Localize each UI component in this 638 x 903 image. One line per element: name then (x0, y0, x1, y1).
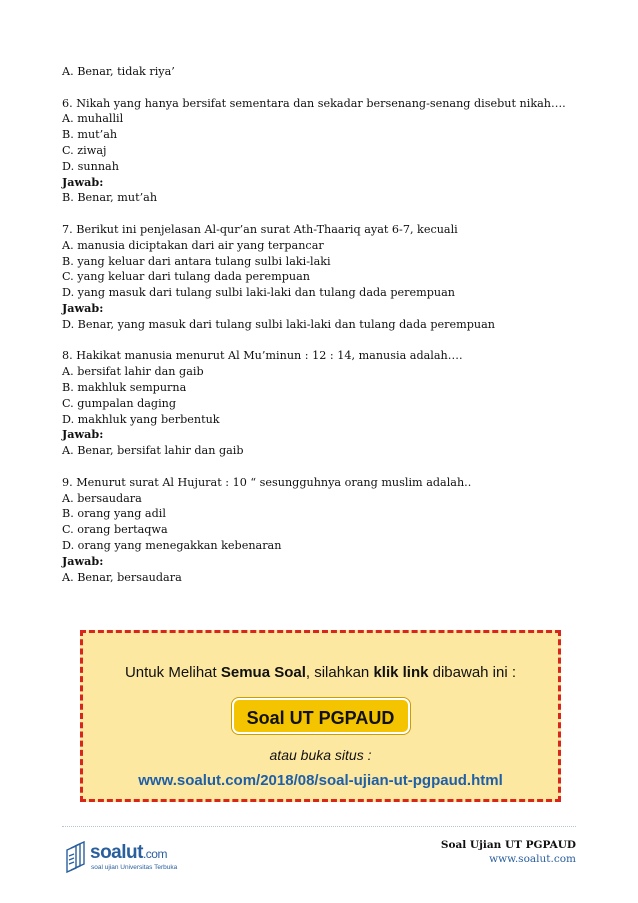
logo-tagline: soal ujian Universitas Terbuka (91, 864, 178, 871)
question-block (62, 222, 602, 333)
footer-info (441, 839, 576, 865)
document-body (62, 64, 602, 585)
option-a: A. bersaudara (62, 491, 142, 505)
question-text: 7. Berikut ini penjelasan Al-qur’an surat Ath-Thaariq ayat 6-7, kecuali (62, 222, 458, 236)
question-text: 9. Menurut surat Al Hujurat : 10 “ sesungguhnya orang muslim adalah.. (62, 475, 472, 489)
answer-text: D. Benar, yang masuk dari tulang sulbi laki-laki dan tulang dada perempuan (62, 317, 495, 331)
option-d: D. makhluk yang berbentuk (62, 412, 220, 426)
option-d: D. yang masuk dari tulang sulbi laki-laki dan tulang dada perempuan (62, 286, 455, 300)
previous-answer-line: A. Benar, tidak riya’ (62, 65, 175, 78)
footer-title: Soal Ujian UT PGPAUD (440, 839, 576, 851)
answer-text: A. Benar, bersifat lahir dan gaib (62, 444, 244, 458)
footer-url-link[interactable]: www.soalut.com (489, 853, 576, 865)
answer-text: A. Benar, bersaudara (62, 570, 182, 584)
option-a: A. manusia diciptakan dari air yang terpancar (62, 238, 324, 252)
promo-instruction: Untuk Melihat Semua Soal, silahkan klik link dibawah ini : (124, 664, 517, 681)
answer-label: Jawab: (62, 553, 104, 568)
answer-label: Jawab: (62, 300, 104, 315)
option-c: C. ziwaj (62, 143, 107, 157)
footer-divider (62, 826, 576, 827)
option-b: B. orang yang adil (62, 507, 166, 521)
option-d: D. sunnah (62, 159, 119, 173)
answer-label: Jawab: (62, 427, 104, 442)
book-stack-icon (64, 840, 90, 874)
question-text: 8. Hakikat manusia menurut Al Mu’minun : 12 : 14, manusia adalah…. (62, 349, 463, 363)
question-text: 6. Nikah yang hanya bersifat sementara dan sekadar bersenang-senang disebut nikah…. (62, 96, 566, 110)
option-c: C. gumpalan daging (62, 396, 177, 410)
question-block (62, 348, 602, 459)
question-block (62, 475, 602, 586)
option-a: A. muhallil (62, 112, 124, 126)
option-d: D. orang yang menegakkan kebenaran (62, 538, 282, 552)
promo-alt-text: atau buka situs : (269, 747, 372, 763)
promo-url-link[interactable]: www.soalut.com/2018/08/soal-ujian-ut-pgpaud.html (138, 772, 503, 789)
option-c: C. orang bertaqwa (62, 523, 168, 537)
option-b: B. yang keluar dari antara tulang sulbi laki-laki (62, 254, 331, 268)
soal-ut-pgpaud-button[interactable]: Soal UT PGPAUD (232, 698, 410, 734)
option-a: A. bersifat lahir dan gaib (62, 365, 204, 379)
option-b: B. makhluk sempurna (62, 380, 187, 394)
soalut-logo (64, 840, 204, 876)
logo-wordmark: soalut.com (90, 842, 167, 863)
option-c: C. yang keluar dari tulang dada perempuan (62, 270, 310, 284)
option-b: B. mut’ah (62, 128, 118, 142)
answer-text: B. Benar, mut’ah (62, 191, 158, 205)
question-block (62, 96, 602, 207)
promo-box (80, 630, 561, 802)
answer-label: Jawab: (62, 174, 104, 189)
